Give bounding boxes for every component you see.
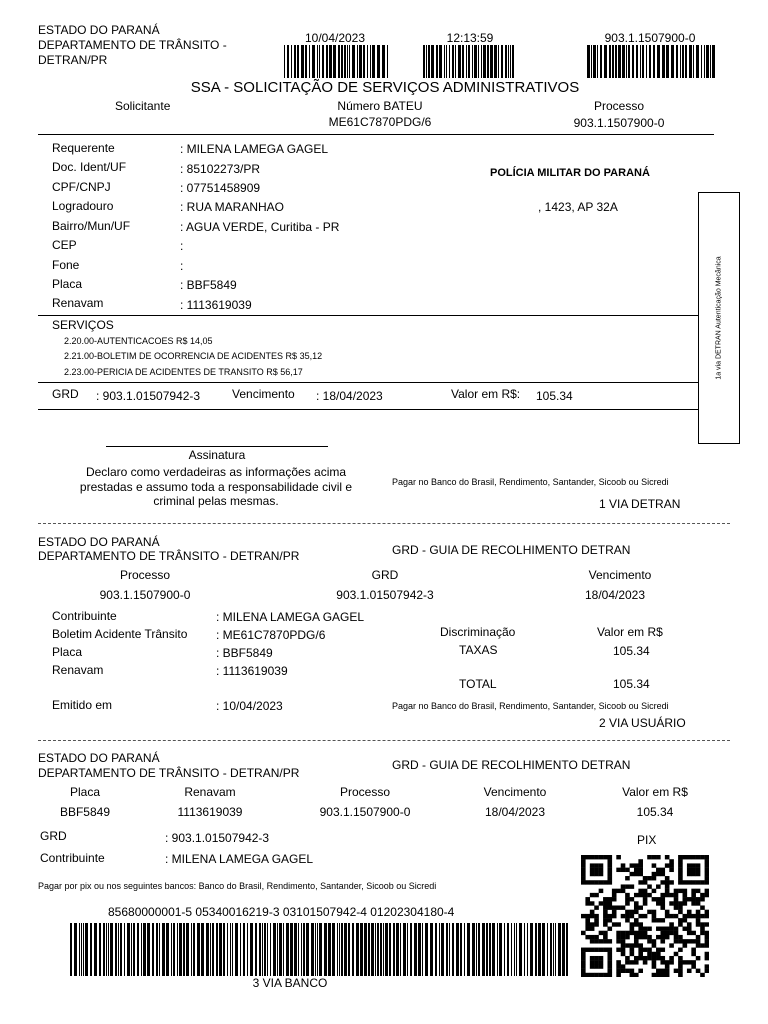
grd-value: : 903.1.01507942-3 xyxy=(96,389,201,403)
org-line-1: ESTADO DO PARANÁ xyxy=(38,23,160,37)
authentication-box xyxy=(698,192,740,444)
bateu-value: ME61C7870PDG/6 xyxy=(328,115,432,129)
grd-title: GRD - GUIA DE RECOLHIMENTO DETRAN xyxy=(392,543,631,557)
linha-digitavel: 85680000001-5 05340016219-3 03101507942-4 01202304180-4 xyxy=(108,905,455,919)
org-line-2: DEPARTAMENTO DE TRÂNSITO - DETRAN/PR xyxy=(38,549,300,563)
taxas-label: TAXAS xyxy=(459,643,498,657)
vencimento-label: Vencimento xyxy=(588,568,652,582)
pix-qr-code xyxy=(581,855,709,977)
barcode-number xyxy=(587,45,715,78)
header-time: 12:13:59 xyxy=(446,31,494,45)
processo-label: Processo xyxy=(593,99,645,113)
valor-label: Valor em R$ xyxy=(597,625,663,639)
processo-label: Processo xyxy=(339,785,391,799)
vencimento-label: Vencimento xyxy=(483,785,547,799)
contribuinte-label: Contribuinte xyxy=(40,851,105,865)
field-value: : 85102273/PR xyxy=(180,162,261,176)
processo-value: 903.1.1507900-0 xyxy=(99,588,191,602)
field-value: : RUA MARANHAO xyxy=(180,200,285,214)
pagar-bancos: Pagar no Banco do Brasil, Rendimento, Santander, Sicoob ou Sicredi xyxy=(392,701,669,711)
pagar-pix: Pagar por pix ou nos seguintes bancos: Banco do Brasil, Rendimento, Santander, Sicoob ou Sicredi xyxy=(38,881,437,891)
org-line-3: DETRAN/PR xyxy=(38,53,108,67)
field-value: : ME61C7870PDG/6 xyxy=(216,628,326,642)
valor-label: Valor em R$: xyxy=(451,387,521,401)
via-label: 2 VIA USUÁRIO xyxy=(599,716,686,730)
field-label: Boletim Acidente Trânsito xyxy=(52,627,188,641)
placa-label: Placa xyxy=(69,785,101,799)
grd-label: GRD xyxy=(52,387,79,401)
barcode-date xyxy=(284,45,389,78)
taxas-value: 105.34 xyxy=(613,644,650,658)
header-date: 10/04/2023 xyxy=(304,31,366,45)
solicitante-label: Solicitante xyxy=(115,99,171,113)
cut-line xyxy=(38,740,730,741)
field-value: : xyxy=(180,259,184,273)
signature-line xyxy=(106,446,328,447)
renavam-label: Renavam xyxy=(184,785,236,799)
header-number: 903.1.1507900-0 xyxy=(604,31,696,45)
valor-value: 105.34 xyxy=(536,389,573,403)
declaro-line-3: criminal pelas mesmas. xyxy=(153,494,279,508)
field-label: Placa xyxy=(52,645,83,659)
cut-line xyxy=(38,523,730,524)
field-value: : BBF5849 xyxy=(216,646,273,660)
divider xyxy=(38,315,698,316)
emitido-value: : 10/04/2023 xyxy=(216,699,283,713)
processo-value: 903.1.1507900-0 xyxy=(319,805,411,819)
processo-value: 903.1.1507900-0 xyxy=(573,116,665,130)
vencimento-label: Vencimento xyxy=(232,387,295,401)
field-value: : 1113619039 xyxy=(180,298,252,312)
field-label: Bairro/Mun/UF xyxy=(52,219,131,233)
field-value: : MILENA LAMEGA GAGEL xyxy=(216,610,365,624)
servico-item: 2.21.00-BOLETIM DE OCORRENCIA DE ACIDENTES R$ 35,12 xyxy=(64,351,323,361)
valor-value: 105.34 xyxy=(636,805,674,819)
processo-label: Processo xyxy=(119,568,171,582)
vencimento-value: 18/04/2023 xyxy=(484,805,546,819)
field-label: Placa xyxy=(52,277,83,291)
authentication-label: 1a via DETRAN Autenticação Mecânica xyxy=(715,256,723,380)
total-value: 105.34 xyxy=(613,677,650,691)
placa-value: BBF5849 xyxy=(59,805,111,819)
field-label: Renavam xyxy=(52,663,104,677)
policia-label: POLÍCIA MILITAR DO PARANÁ xyxy=(490,167,650,179)
org-line-2: DEPARTAMENTO DE TRÂNSITO - DETRAN/PR xyxy=(38,766,300,780)
declaro-line-2: prestadas e assumo toda a responsabilidade civil e xyxy=(79,480,353,494)
pagar-bancos: Pagar no Banco do Brasil, Rendimento, Santander, Sicoob ou Sicredi xyxy=(392,477,669,487)
field-label: Contribuinte xyxy=(52,609,117,623)
via-label: 1 VIA DETRAN xyxy=(599,497,681,511)
valor-label: Valor em R$ xyxy=(622,785,688,799)
org-line-1: ESTADO DO PARANÁ xyxy=(38,535,160,549)
divider xyxy=(38,134,714,135)
vencimento-value: : 18/04/2023 xyxy=(316,389,383,403)
grd-value: 903.1.01507942-3 xyxy=(336,588,434,602)
org-line-2: DEPARTAMENTO DE TRÂNSITO - xyxy=(38,38,227,52)
declaro-line-1: Declaro como verdadeiras as informações acima xyxy=(85,465,347,479)
via-label: 3 VIA BANCO xyxy=(252,976,328,990)
vencimento-value: 18/04/2023 xyxy=(584,588,646,602)
org-line-1: ESTADO DO PARANÁ xyxy=(38,751,160,765)
field-value: : xyxy=(180,239,184,253)
renavam-value: 1113619039 xyxy=(177,805,243,819)
field-value: : BBF5849 xyxy=(180,278,237,292)
bateu-label: Número BATEU xyxy=(337,99,423,113)
grd-label: GRD xyxy=(371,568,399,582)
grd-label: GRD xyxy=(40,829,67,843)
address-number: , 1423, AP 32A xyxy=(538,200,618,214)
servico-item: 2.23.00-PERICIA DE ACIDENTES DE TRANSITO R$ 56,17 xyxy=(64,367,303,377)
barcode-time xyxy=(423,45,515,78)
assinatura-label: Assinatura xyxy=(188,448,246,462)
contribuinte-value: : MILENA LAMEGA GAGEL xyxy=(165,852,314,866)
field-value: : 07751458909 xyxy=(180,181,261,195)
field-label: Logradouro xyxy=(52,199,114,213)
divider xyxy=(38,382,698,383)
ssa-title: SSA - SOLICITAÇÃO DE SERVIÇOS ADMINISTRATIVOS xyxy=(190,79,580,96)
emitido-label: Emitido em xyxy=(52,698,113,712)
grd-value: : 903.1.01507942-3 xyxy=(165,831,270,845)
servicos-label: SERVIÇOS xyxy=(52,318,114,332)
field-label: CPF/CNPJ xyxy=(52,180,111,194)
field-label: Renavam xyxy=(52,296,104,310)
divider xyxy=(38,409,698,410)
grd-title: GRD - GUIA DE RECOLHIMENTO DETRAN xyxy=(392,758,631,772)
field-value: : 1113619039 xyxy=(216,664,288,678)
field-label: Doc. Ident/UF xyxy=(52,160,127,174)
field-label: Requerente xyxy=(52,141,115,155)
field-label: Fone xyxy=(52,258,80,272)
total-label: TOTAL xyxy=(459,677,497,691)
pix-label: PIX xyxy=(637,833,657,847)
servico-item: 2.20.00-AUTENTICACOES R$ 14,05 xyxy=(64,336,213,346)
discriminacao-label: Discriminação xyxy=(440,625,516,639)
field-value: : MILENA LAMEGA GAGEL xyxy=(180,142,329,156)
boleto-barcode xyxy=(70,923,570,976)
field-value: : AGUA VERDE, Curitiba - PR xyxy=(180,220,340,234)
field-label: CEP xyxy=(52,238,77,252)
